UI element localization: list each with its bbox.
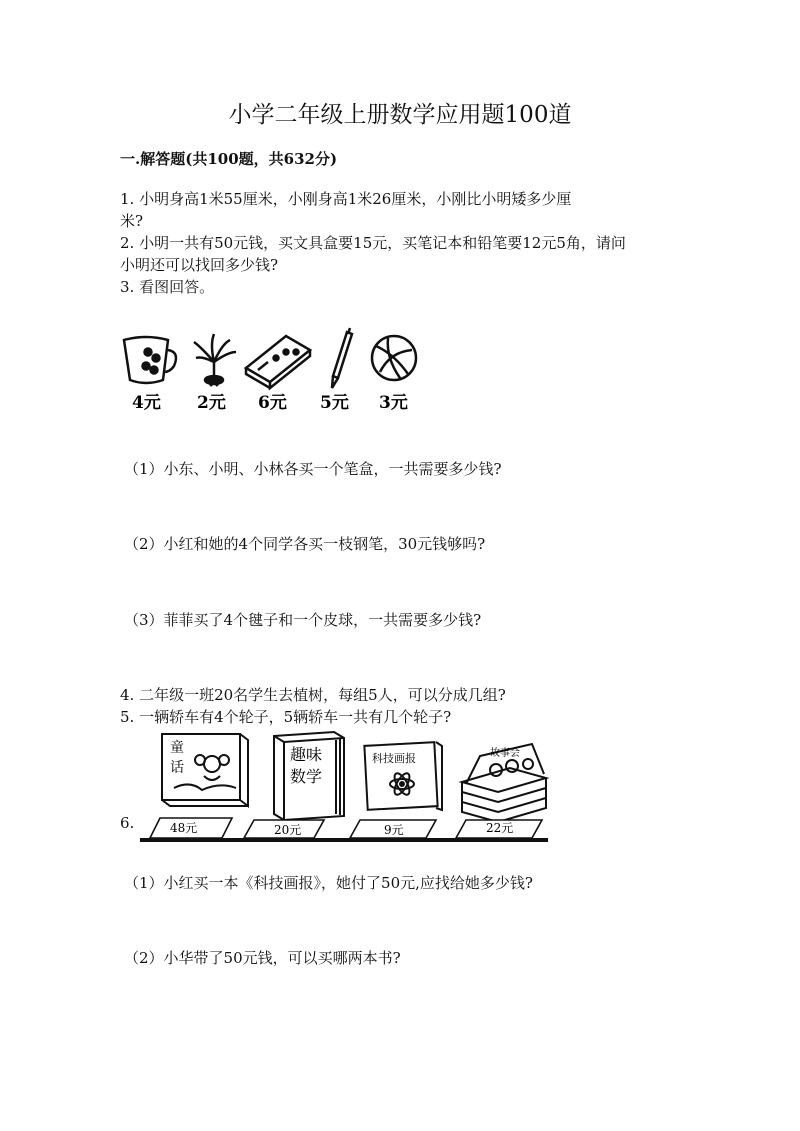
book-3-cover-title: 故事会 [490,748,520,759]
book-1-cover-line-2: 数学 [290,767,323,786]
q3-sub-2: （2）小红和她的4个同学各买一枝钢笔，30元钱够吗? [124,535,486,553]
q3-sub-3: （3）菲菲买了4个毽子和一个皮球，一共需要多少钱? [124,611,482,629]
question-1-line-2: 米? [120,212,144,230]
pencil-box-icon [246,336,310,388]
section-heading: 一.解答题(共100题，共632分) [120,150,338,168]
price-plates [150,818,542,838]
q3-price-4: 3元 [379,393,408,413]
question-4-text: 4. 二年级一班20名学生去植树，每组5人，可以分成几组? [120,686,506,704]
q6-books-figure [140,726,556,848]
question-5-text: 5. 一辆轿车有4个轮子，5辆轿车一共有几个轮子? [120,708,452,726]
question-2-line-1: 2. 小明一共有50元钱，买文具盒要15元，买笔记本和铅笔要12元5角，请问 [120,234,626,252]
book-2-price: 9元 [384,823,404,837]
question-2-line-2: 小明还可以找回多少钱? [120,256,279,274]
shuttlecock-icon [194,334,236,386]
cup-icon [124,337,176,383]
page-title: 小学二年级上册数学应用题100道 [228,102,572,128]
q6-sub-1: （1）小红买一本《科技画报》，她付了50元,应找给她多少钱? [124,874,533,892]
book-1-cover-line-1: 趣味 [290,745,323,764]
ball-icon [372,336,416,380]
book-0-price: 48元 [170,821,198,835]
question-3-text: 3. 看图回答。 [120,278,215,296]
pen-icon [332,328,352,388]
q3-items-figure [118,322,428,418]
q3-price-0: 4元 [132,393,161,413]
book-3-price: 22元 [486,821,514,835]
question-6-number: 6. [120,814,135,832]
q3-price-2: 6元 [258,393,287,413]
shelf-line [140,838,548,842]
book-0-cover-char-1: 话 [170,760,184,776]
q3-price-1: 2元 [197,393,226,413]
book-2-cover-title: 科技画报 [372,752,416,765]
q6-sub-2: （2）小华带了50元钱，可以买哪两本书? [124,949,401,967]
q3-sub-1: （1）小东、小明、小林各买一个笔盒，一共需要多少钱? [124,460,502,478]
book-1-price: 20元 [274,823,302,837]
q3-price-3: 5元 [320,393,349,413]
question-1-line-1: 1. 小明身高1米55厘米，小刚身高1米26厘米，小刚比小明矮多少厘 [120,190,572,208]
book-0-cover-char-0: 童 [170,740,184,756]
